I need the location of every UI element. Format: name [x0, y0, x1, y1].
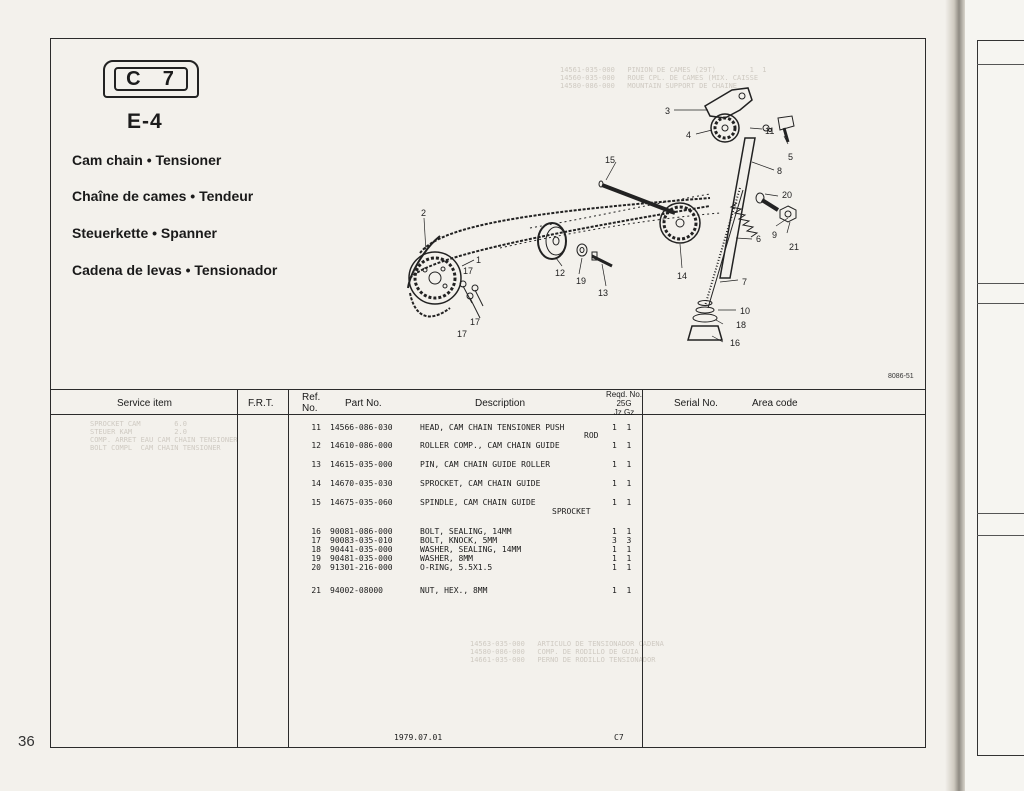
- callout-7: 7: [742, 277, 748, 287]
- callout-8: 8: [777, 166, 783, 176]
- title-english: Cam chain • Tensioner: [72, 152, 222, 168]
- tensioner-push-rod-drawing: [705, 138, 755, 308]
- row-part-no: 91301-216-000: [330, 563, 393, 572]
- drive-sprocket-drawing: [409, 252, 461, 304]
- row-qty: 1 1: [612, 423, 632, 432]
- callout-6: 6: [756, 234, 762, 244]
- row-part-no: 14566-086-030: [330, 423, 393, 432]
- header-description: Description: [475, 398, 526, 409]
- section-badge-inner: [114, 67, 188, 91]
- bleed-through: SPROCKET CAM 6.0 STEUER KAM 2.0 COMP. ARRET EAU CAM CHAIN TENSIONER BOLT COMPL CAM CHAIN TENSIONER: [90, 420, 238, 452]
- row-ref: 21: [311, 586, 321, 595]
- section-code: E-4: [127, 110, 163, 133]
- row-ref: 13: [311, 460, 321, 469]
- row-description: NUT, HEX., 8MM: [420, 586, 488, 595]
- row-qty: 1 1: [612, 479, 632, 488]
- row-ref: 14: [311, 479, 321, 488]
- callout-21: 21: [789, 242, 800, 252]
- row-ref: 11: [311, 423, 321, 432]
- guide-sprocket-drawing: [660, 203, 700, 243]
- callout-11: 11: [765, 126, 775, 136]
- row-qty: 1 1: [612, 563, 632, 572]
- title-spanish: Cadena de levas • Tensionador: [72, 262, 278, 278]
- guide-roller-drawing: [538, 223, 566, 259]
- header-area-code: Area code: [752, 398, 798, 409]
- header-serial-no: Serial No.: [674, 398, 718, 409]
- tensioner-spring-drawing: [731, 203, 757, 237]
- table-top-rule: [51, 389, 925, 390]
- header-ref-line2: No.: [302, 403, 318, 414]
- callout-1: 1: [476, 255, 482, 265]
- row-qty: 1 1: [612, 586, 632, 595]
- column-divider: [237, 390, 238, 747]
- figure-code: 8086-51: [888, 373, 914, 380]
- knock-bolts-drawing: [460, 281, 483, 318]
- callout-17b: 17: [470, 317, 481, 327]
- header-part-no: Part No.: [345, 398, 382, 409]
- callout-17c: 17: [457, 329, 468, 339]
- section-badge-letter: C: [126, 67, 143, 90]
- callout-14: 14: [677, 271, 688, 281]
- row-part-no: 14670-035-030: [330, 479, 393, 488]
- book-gutter: [945, 0, 965, 791]
- callout-18: 18: [736, 320, 747, 330]
- callout-9: 9: [772, 230, 778, 240]
- adjacent-page-rule: [977, 283, 1024, 284]
- section-badge: [103, 60, 199, 98]
- header-ref-line1: Ref.: [302, 392, 321, 403]
- row-ref: 20: [311, 563, 321, 572]
- row-description: SPROCKET, CAM CHAIN GUIDE: [420, 479, 541, 488]
- callout-16: 16: [730, 338, 741, 348]
- washer-pin-drawing: [577, 244, 612, 266]
- row-description: BOLT, SEALING, 14MM: [420, 527, 512, 536]
- row-description-cont: SPROCKET: [552, 507, 591, 516]
- row-description: ROLLER COMP., CAM CHAIN GUIDE: [420, 441, 560, 450]
- exploded-parts-diagram: [380, 78, 920, 390]
- bleed-through: 14561-035-000 PINION DE CAMES (29T) 1 1 14560-035-000 ROUE CPL. DE CAMES (MIX. CAISSE 14580-086-000 MOUNTAIN SUPPORT DE CHAINE: [560, 66, 767, 90]
- row-description: WASHER, SEALING, 14MM: [420, 545, 522, 554]
- adjacent-page-rule: [977, 535, 1024, 536]
- row-qty: 1 1: [612, 554, 632, 563]
- row-ref: 18: [311, 545, 321, 554]
- row-qty: 1 1: [612, 441, 632, 450]
- header-reqd-no: [600, 390, 648, 417]
- footer-date: 1979.07.01: [394, 733, 443, 742]
- column-divider: [288, 390, 289, 747]
- row-ref: 17: [311, 536, 321, 545]
- header-service-item: Service item: [117, 398, 173, 409]
- row-qty: 1 1: [612, 545, 632, 554]
- row-ref: 19: [311, 554, 321, 563]
- tensioner-bracket-drawing: [705, 88, 752, 142]
- callout-20: 20: [782, 190, 793, 200]
- title-french: Chaîne de cames • Tendeur: [72, 188, 254, 204]
- callout-2: 2: [421, 208, 427, 218]
- row-description: SPINDLE, CAM CHAIN GUIDE: [420, 498, 536, 507]
- spindle-drawing: [599, 181, 675, 213]
- row-description-cont: ROD: [584, 431, 599, 440]
- bleed-through: 14563-035-000 ARTICULO DE TENSIONADOR CADENA 14580-086-000 COMP. DE RODILLO DE GUIA 14661-035-000 PERNO DE RODILLO TENSIONADOR: [470, 640, 664, 664]
- table-header-rule: [51, 414, 925, 415]
- header-frt: F.R.T.: [248, 398, 274, 409]
- row-description: O-RING, 5.5X1.5: [420, 563, 493, 572]
- header-ref-no: [302, 392, 320, 414]
- title-german: Steuerkette • Spanner: [72, 225, 217, 241]
- header-reqd-line3: Jz Gz: [613, 408, 635, 417]
- row-ref: 15: [311, 498, 321, 507]
- adjacent-page-rule: [977, 513, 1024, 514]
- header-reqd-line2: 25G: [616, 399, 632, 408]
- row-description: BOLT, KNOCK, 5MM: [420, 536, 498, 545]
- row-qty: 1 1: [612, 498, 632, 507]
- row-qty: 1 1: [612, 460, 632, 469]
- callout-3: 3: [665, 106, 671, 116]
- row-part-no: 90081-086-000: [330, 527, 393, 536]
- row-part-no: 14610-086-000: [330, 441, 393, 450]
- row-part-no: 90083-035-010: [330, 536, 393, 545]
- page-number: 36: [18, 733, 35, 750]
- footer-code: C7: [614, 733, 624, 742]
- header-reqd-line1: Reqd. No.: [605, 390, 643, 399]
- row-part-no: 94002-08000: [330, 586, 383, 595]
- row-part-no: 14615-035-000: [330, 460, 393, 469]
- callout-17a: 17: [463, 266, 474, 276]
- callout-19: 19: [576, 276, 587, 286]
- adjacent-page-frame: [977, 40, 1024, 756]
- callout-10: 10: [740, 306, 751, 316]
- section-badge-digit: 7: [162, 67, 176, 90]
- row-qty: 3 3: [612, 536, 632, 545]
- row-ref: 12: [311, 441, 321, 450]
- row-ref: 16: [311, 527, 321, 536]
- row-description: PIN, CAM CHAIN GUIDE ROLLER: [420, 460, 551, 469]
- row-part-no: 90481-035-000: [330, 554, 393, 563]
- row-description: WASHER, 8MM: [420, 554, 473, 563]
- adjacent-page-rule: [977, 303, 1024, 304]
- row-description: HEAD, CAM CHAIN TENSIONER PUSH: [420, 423, 565, 432]
- callout-5: 5: [788, 152, 794, 162]
- adjacent-page-rule: [977, 64, 1024, 65]
- callout-13: 13: [598, 288, 609, 298]
- row-part-no: 90441-035-000: [330, 545, 393, 554]
- callout-15: 15: [605, 155, 616, 165]
- column-divider: [642, 390, 643, 747]
- callout-12: 12: [555, 268, 566, 278]
- row-part-no: 14675-035-060: [330, 498, 393, 507]
- callout-4: 4: [686, 130, 692, 140]
- row-qty: 1 1: [612, 527, 632, 536]
